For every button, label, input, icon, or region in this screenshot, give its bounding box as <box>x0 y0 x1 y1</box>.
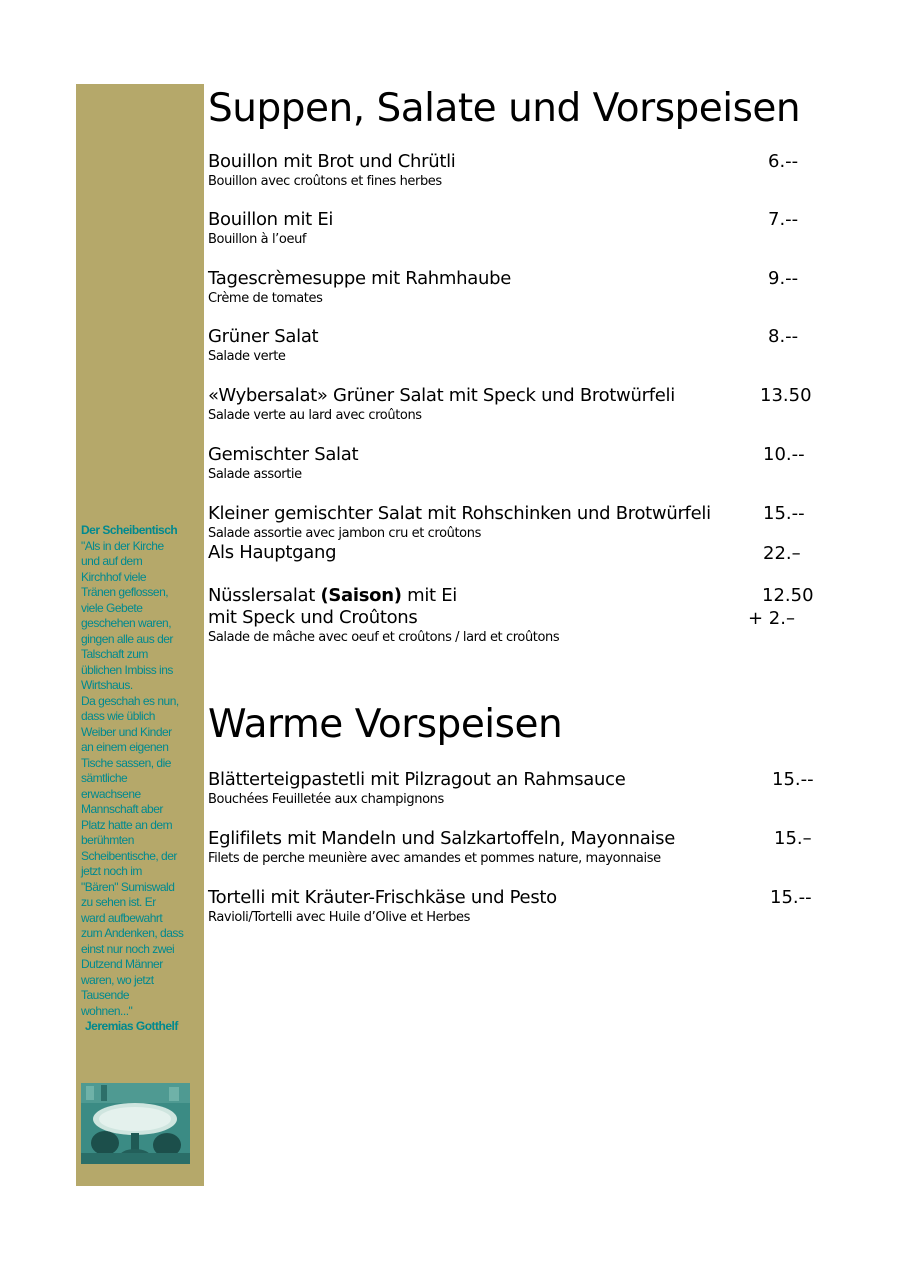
quote-body <box>81 539 203 1020</box>
item-price: 10.-- <box>763 444 805 465</box>
quote-line: Dutzend Männer <box>81 957 163 971</box>
quote-line: ward aufbewahrt <box>81 910 163 925</box>
quote-line: Tränen geflossen, <box>81 585 169 599</box>
item-name-de: Blätterteigpastetli mit Pilzragout an Rahmsauce <box>208 769 626 790</box>
quote-line: erwachsene <box>81 786 141 801</box>
menu-item <box>208 209 828 248</box>
menu-item <box>208 326 828 365</box>
quote-line: Weiber und Kinder <box>81 724 172 739</box>
item-name-fr: Bouchées Feuilletée aux champignons <box>208 792 444 807</box>
quote-line: an einem eigenen <box>81 740 169 754</box>
menu-item <box>208 268 828 307</box>
item-name-de: Tortelli mit Kräuter-Frischkäse und Pesto <box>208 887 557 908</box>
section-title-soups: Suppen, Salate und Vorspeisen <box>208 86 801 131</box>
item-name-de: Tagescrèmesuppe mit Rahmhaube <box>208 268 511 289</box>
quote-line: sämtliche <box>81 771 128 785</box>
item-price: 6.-- <box>768 151 799 172</box>
item-name-de: Kleiner gemischter Salat mit Rohschinken und Brotwürfeli <box>208 503 711 524</box>
quote-line: dass wie üblich <box>81 709 155 723</box>
quote-line: "Als in der Kirche <box>81 538 164 553</box>
sidebar-quote <box>81 523 203 1035</box>
menu-item <box>208 385 828 424</box>
item-option-de: mit Speck und Croûtons <box>208 607 418 628</box>
item-name-fr: Crème de tomates <box>208 291 323 306</box>
menu-item <box>208 585 828 646</box>
item-name-fr: Salade assortie avec jambon cru et croûtons <box>208 526 481 541</box>
item-name-de-part: Nüsslersalat <box>208 585 321 606</box>
quote-line: jetzt noch im <box>81 864 142 878</box>
quote-line: Da geschah es nun, <box>81 693 179 708</box>
item-price: 7.-- <box>768 209 799 230</box>
quote-line: gingen alle aus der <box>81 631 173 646</box>
item-season-note: (Saison) <box>320 585 402 606</box>
quote-line: Mannschaft aber <box>81 802 163 816</box>
item-name-fr: Bouillon à l’oeuf <box>208 232 307 247</box>
quote-line: waren, wo jetzt <box>81 972 154 987</box>
item-name-de <box>208 585 828 607</box>
quote-line: berühmten <box>81 833 134 847</box>
quote-line: Kirchhof viele <box>81 569 147 584</box>
item-name-fr: Salade assortie <box>208 467 302 482</box>
quote-line: üblichen Imbiss ins <box>81 662 173 677</box>
item-price: 8.-- <box>768 326 799 347</box>
quote-line: Tausende <box>81 988 130 1002</box>
menu-item <box>208 503 828 564</box>
item-name-de: Gemischter Salat <box>208 444 359 465</box>
menu-item <box>208 887 828 926</box>
item-name-de-part: mit Ei <box>401 585 457 606</box>
scheibentisch-photo <box>81 1083 190 1164</box>
item-name-fr: Bouillon avec croûtons et fines herbes <box>208 174 442 189</box>
item-price: 15.-- <box>772 769 814 790</box>
item-name-de: Bouillon mit Ei <box>208 209 334 230</box>
item-price-main-course: 22.– <box>763 543 801 564</box>
item-name-de: Grüner Salat <box>208 326 319 347</box>
item-main-course-label: Als Hauptgang <box>208 542 337 563</box>
item-name-de: «Wybersalat» Grüner Salat mit Speck und Brotwürfeli <box>208 385 675 406</box>
item-name-de: Eglifilets mit Mandeln und Salzkartoffeln, Mayonnaise <box>208 828 675 849</box>
item-price: 13.50 <box>760 385 812 406</box>
quote-line: viele Gebete <box>81 600 143 615</box>
item-price: 15.-- <box>763 503 805 524</box>
quote-line: zu sehen ist. Er <box>81 895 156 909</box>
menu-item <box>208 769 828 808</box>
quote-line: Wirtshaus. <box>81 678 133 692</box>
menu-item <box>208 444 828 483</box>
item-price: 9.-- <box>768 268 799 289</box>
item-name-fr: Salade verte au lard avec croûtons <box>208 408 422 423</box>
quote-line: "Bären" Sumiswald <box>81 879 175 894</box>
item-price: 15.-- <box>770 887 812 908</box>
quote-title: Der Scheibentisch <box>81 523 178 537</box>
item-name-fr: Filets de perche meunière avec amandes et pommes nature, mayonnaise <box>208 851 661 866</box>
item-price: 12.50 <box>762 585 814 606</box>
item-price: 15.– <box>774 828 812 849</box>
quote-line: Platz hatte an dem <box>81 817 173 832</box>
quote-line: einst nur noch zwei <box>81 941 175 956</box>
menu-item <box>208 151 828 190</box>
quote-line: zum Andenken, dass <box>81 926 184 940</box>
item-price-option: + 2.– <box>748 608 795 629</box>
quote-line: Tische sassen, die <box>81 755 171 770</box>
item-name-fr: Salade de mâche avec oeuf et croûtons / lard et croûtons <box>208 630 560 645</box>
quote-line: Talschaft zum <box>81 647 148 661</box>
table-photo-image <box>81 1083 190 1164</box>
menu-item <box>208 828 828 867</box>
quote-line: wohnen..." <box>81 1003 133 1018</box>
quote-line: geschehen waren, <box>81 616 172 630</box>
quote-author: Jeremias Gotthelf <box>85 1019 178 1033</box>
item-name-fr: Salade verte <box>208 349 286 364</box>
item-name-fr: Ravioli/Tortelli avec Huile d’Olive et Herbes <box>208 910 471 925</box>
section-title-warm-starters: Warme Vorspeisen <box>208 702 563 747</box>
item-name-de: Bouillon mit Brot und Chrütli <box>208 151 456 172</box>
quote-line: und auf dem <box>81 554 143 568</box>
quote-line: Scheibentische, der <box>81 848 177 863</box>
